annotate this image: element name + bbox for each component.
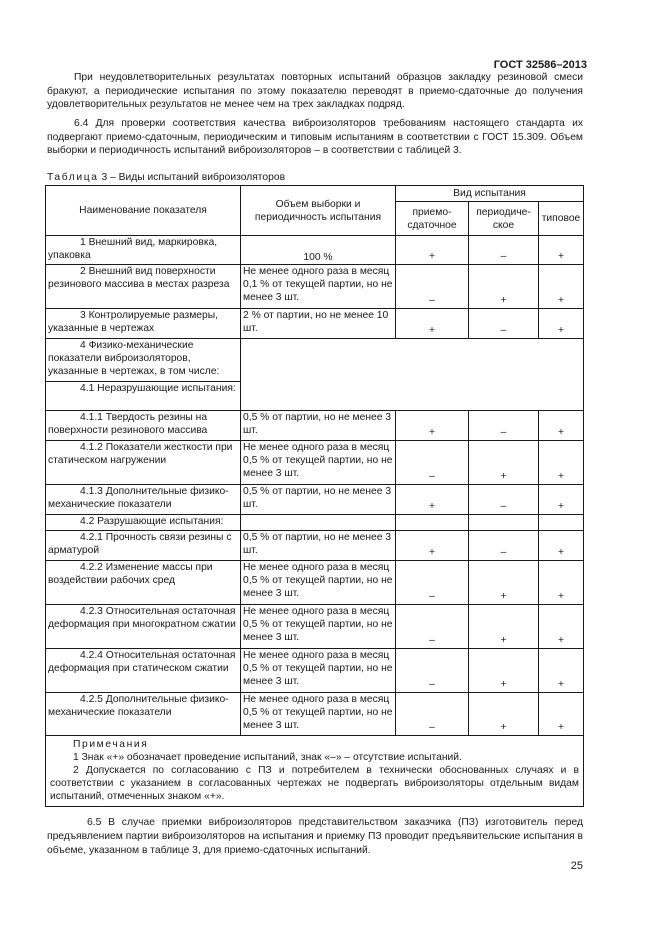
tests-table <box>45 185 584 807</box>
table-caption <box>47 172 285 183</box>
row-typical: + <box>539 605 584 649</box>
paragraph-6-4 <box>47 117 583 158</box>
row-volume: Не менее одного раза в месяц 0,5 % от текущей партии, но не менее 3 шт. <box>241 441 396 485</box>
row-volume: Не менее одного раза в месяц 0,5 % от текущей партии, но не менее 3 шт. <box>241 605 396 649</box>
notes-title: Примечания <box>73 739 149 750</box>
table-row <box>46 649 584 693</box>
row-periodic: – <box>469 309 539 339</box>
table-row <box>46 411 584 441</box>
table-row <box>46 339 584 382</box>
row-empty-cells <box>241 339 584 411</box>
row-volume: 100 % <box>241 236 396 265</box>
table-row <box>46 531 584 561</box>
page-number: 25 <box>570 860 583 872</box>
table-caption-word: Таблица <box>47 172 99 183</box>
row-acceptance-empty <box>396 515 469 531</box>
row-typical: + <box>539 441 584 485</box>
row-typical: + <box>539 236 584 265</box>
row-periodic: + <box>469 649 539 693</box>
row-name: 1 Внешний вид, маркировка, упаковка <box>46 236 241 265</box>
table-row <box>46 236 584 265</box>
row-periodic: + <box>469 441 539 485</box>
row-periodic: + <box>469 605 539 649</box>
table-notes <box>46 736 584 807</box>
row-volume: 0,5 % от партии, но не менее 3 шт. <box>241 411 396 441</box>
row-periodic: + <box>469 265 539 309</box>
row-periodic: – <box>469 236 539 265</box>
row-acceptance: – <box>396 649 469 693</box>
header-periodic: периодиче-ское <box>469 202 539 236</box>
row-name: 2 Внешний вид поверхности резинового массива в местах разреза <box>46 265 241 309</box>
table-row <box>46 485 584 515</box>
table-row <box>46 515 584 531</box>
row-periodic-empty <box>469 515 539 531</box>
paragraph-text: 6.4 Для проверки соответствия качества виброизоляторов требованиям настоящего стандарта их подвергают приемо-сдаточным, периодическим и типовым испытаниям в соответствии с ГОСТ 15.309. Объем выборки и периодичность испытаний виброизоляторов – в соответствии с таблицей 3. <box>47 118 583 157</box>
row-periodic: – <box>469 411 539 441</box>
row-name: 4.2.1 Прочность связи резины с арматурой <box>46 531 241 561</box>
row-name: 4.1 Неразрушающие испытания: <box>46 382 241 411</box>
row-typical: + <box>539 531 584 561</box>
row-volume: Не менее одного раза в месяц 0,5 % от текущей партии, но не менее 3 шт. <box>241 561 396 605</box>
row-name: 4.1.2 Показатели жесткости при статическом нагружении <box>46 441 241 485</box>
row-name: 4.1.3 Дополнительные физико-механические показатели <box>46 485 241 515</box>
header-volume: Объем выборки и периодичность испытания <box>241 186 396 236</box>
row-typical: + <box>539 561 584 605</box>
row-name: 4 Физико-механические показатели виброизоляторов, указанные в чертежах, в том числе: <box>46 339 241 382</box>
row-typical: + <box>539 485 584 515</box>
paragraph-repeat-tests <box>47 71 583 112</box>
row-acceptance: + <box>396 236 469 265</box>
notes-row <box>46 736 584 807</box>
note-item: 1 Знак «+» обозначает проведение испытаний, знак «–» – отсутствие испытаний. <box>73 752 462 763</box>
row-name: 4.2.2 Изменение массы при воздействии рабочих сред <box>46 561 241 605</box>
table-row <box>46 309 584 339</box>
row-name: 4.2.3 Относительная остаточная деформация при многократном сжатии <box>46 605 241 649</box>
row-typical: + <box>539 309 584 339</box>
row-acceptance: – <box>396 605 469 649</box>
row-volume: Не менее одного раза в месяц 0,5 % от текущей партии, но не менее 3 шт. <box>241 649 396 693</box>
row-volume: Не менее одного раза в месяц 0,1 % от текущей партии, но не менее 3 шт. <box>241 265 396 309</box>
row-acceptance: + <box>396 411 469 441</box>
row-volume-empty <box>241 515 396 531</box>
header-kind: Вид испытания <box>396 186 584 202</box>
row-typical-empty <box>539 515 584 531</box>
row-name: 4.1.1 Твердость резины на поверхности резинового массива <box>46 411 241 441</box>
row-periodic: – <box>469 485 539 515</box>
row-acceptance: – <box>396 441 469 485</box>
header-name: Наименование показателя <box>46 186 241 236</box>
row-periodic: + <box>469 693 539 736</box>
row-acceptance: – <box>396 693 469 736</box>
row-volume: Не менее одного раза в месяц 0,5 % от текущей партии, но не менее 3 шт. <box>241 693 396 736</box>
table-row <box>46 605 584 649</box>
table-row <box>46 441 584 485</box>
table-row <box>46 561 584 605</box>
row-typical: + <box>539 649 584 693</box>
row-acceptance: + <box>396 485 469 515</box>
row-acceptance: – <box>396 561 469 605</box>
row-name: 4.2.4 Относительная остаточная деформация при статическом сжатии <box>46 649 241 693</box>
table-row <box>46 693 584 736</box>
row-name: 4.2.5 Дополнительные физико-механические показатели <box>46 693 241 736</box>
row-volume: 0,5 % от партии, но не менее 3 шт. <box>241 531 396 561</box>
row-typical: + <box>539 411 584 441</box>
note-item: 2 Допускается по согласованию с ПЗ и потребителем в технически обоснованных случаях и в соответствии с указанием в согласованных чертежах не подвергать виброизоляторы отдельным видам испытаний, отмеченных знаком «+». <box>50 765 579 802</box>
row-acceptance: + <box>396 309 469 339</box>
row-acceptance: – <box>396 265 469 309</box>
paragraph-6-5 <box>47 816 583 858</box>
row-name: 3 Контролируемые размеры, указанные в чертежах <box>46 309 241 339</box>
row-periodic: – <box>469 531 539 561</box>
row-name: 4.2 Разрушающие испытания: <box>46 515 241 531</box>
row-typical: + <box>539 693 584 736</box>
row-volume: 0,5 % от партии, но не менее 3 шт. <box>241 485 396 515</box>
paragraph-text: 6.5 В случае приемки виброизоляторов представительством заказчика (ПЗ) изготовитель перед предъявлением партии виброизоляторов на испытания и приемку ПЗ проводит предъявительские испытания в объеме, указанном в таблице 3, для приемо-сдаточных испытаний. <box>47 817 583 856</box>
table-caption-text: 3 – Виды испытаний виброизоляторов <box>101 172 286 183</box>
header-typical: типовое <box>539 202 584 236</box>
row-typical: + <box>539 265 584 309</box>
row-volume: 2 % от партии, но не менее 10 шт. <box>241 309 396 339</box>
standard-number: ГОСТ 32586–2013 <box>493 59 587 71</box>
row-acceptance: + <box>396 531 469 561</box>
table-row <box>46 265 584 309</box>
header-acceptance: приемо-сдаточное <box>396 202 469 236</box>
row-periodic: + <box>469 561 539 605</box>
paragraph-text: При неудовлетворительных результатах повторных испытаний образцов закладку резиновой смеси бракуют, а периодические испытания по этому показателю переводят в приемо-сдаточные до получения удовлетворительных результатов не менее чем на трех закладках подряд. <box>47 72 583 111</box>
